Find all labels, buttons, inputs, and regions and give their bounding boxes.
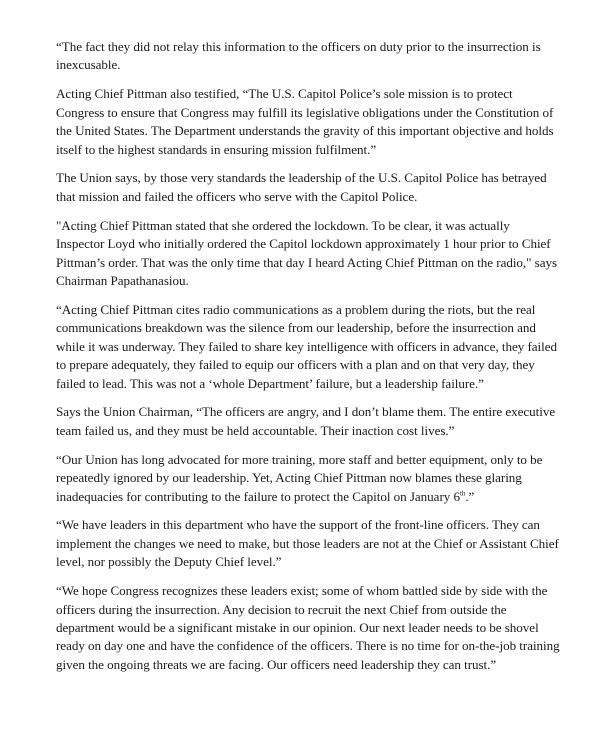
- paragraph-pittman-testimony: Acting Chief Pittman also testified, “The U.S. Capitol Police’s sole mission is to protect Congress to ensure that Congress may fulfill its legislative obligations under the Constitution of the United States. The Department understands the gravity of this important objective and holds itself to the highest standards in ensuring mission fulfilment.”: [56, 86, 554, 157]
- paragraph-inexcusable: “The fact they did not relay this information to the officers on duty prior to the insurrection is inexcusable.: [56, 39, 541, 73]
- paragraph-union-advocated-tail: .”: [465, 488, 475, 504]
- paragraph-officers-angry: Says the Union Chairman, “The officers are angry, and I don’t blame them. The entire executive team failed us, and they must be held accountable. Their inaction cost lives.”: [56, 404, 556, 438]
- paragraph-lockdown: "Acting Chief Pittman stated that she ordered the lockdown. To be clear, it was actually Inspector Loyd who initially ordered the Capitol lockdown approximately 1 hour prior to Chief Pittman’s order. That was the only time that day I heard Acting Chief Pittman on the radio," says Chairman Papathanasiou.: [56, 217, 557, 288]
- ordinal-superscript: th: [459, 489, 466, 498]
- paragraph-congress-recognizes: “We hope Congress recognizes these leaders exist; some of whom battled side by side with the officers during the insurrection. Any decision to recruit the next Chief from outside the department would be a significant mistake in our opinion. Our next leader needs to be shovel ready on day one and have the confidence of the officers. There is no time for on-the-job training given the ongoing threats we are facing. Our officers need leadership they can trust.”: [56, 583, 560, 672]
- paragraph-union-advocated: [56, 451, 560, 506]
- paragraph-union-says: The Union says, by those very standards the leadership of the U.S. Capitol Police has betrayed that mission and failed the officers who serve with the Capitol Police.: [56, 170, 547, 204]
- paragraph-leaders-support: “We have leaders in this department who have the support of the front-line officers. They can implement the changes we need to make, but those leaders are not at the Chief or Assistant Chief level, nor possibly the Deputy Chief level.”: [56, 517, 559, 570]
- paragraph-radio-communications: “Acting Chief Pittman cites radio communications as a problem during the riots, but the real communications breakdown was the silence from our leadership, before the insurrection and while it was underway. They failed to share key intelligence with officers in advance, they failed to prepare adequately, they failed to equip our officers with a plan and on that very day, they failed to lead. This was not a ‘whole Department’ failure, but a leadership failure.”: [56, 301, 557, 391]
- paragraph-union-advocated-text: “Our Union has long advocated for more training, more staff and better equipment, only to be repeatedly ignored by our leadership. Yet, Acting Chief Pittman now blames these glaring inadequacies for contributing to the failure to protect the Capitol on January 6: [56, 451, 543, 504]
